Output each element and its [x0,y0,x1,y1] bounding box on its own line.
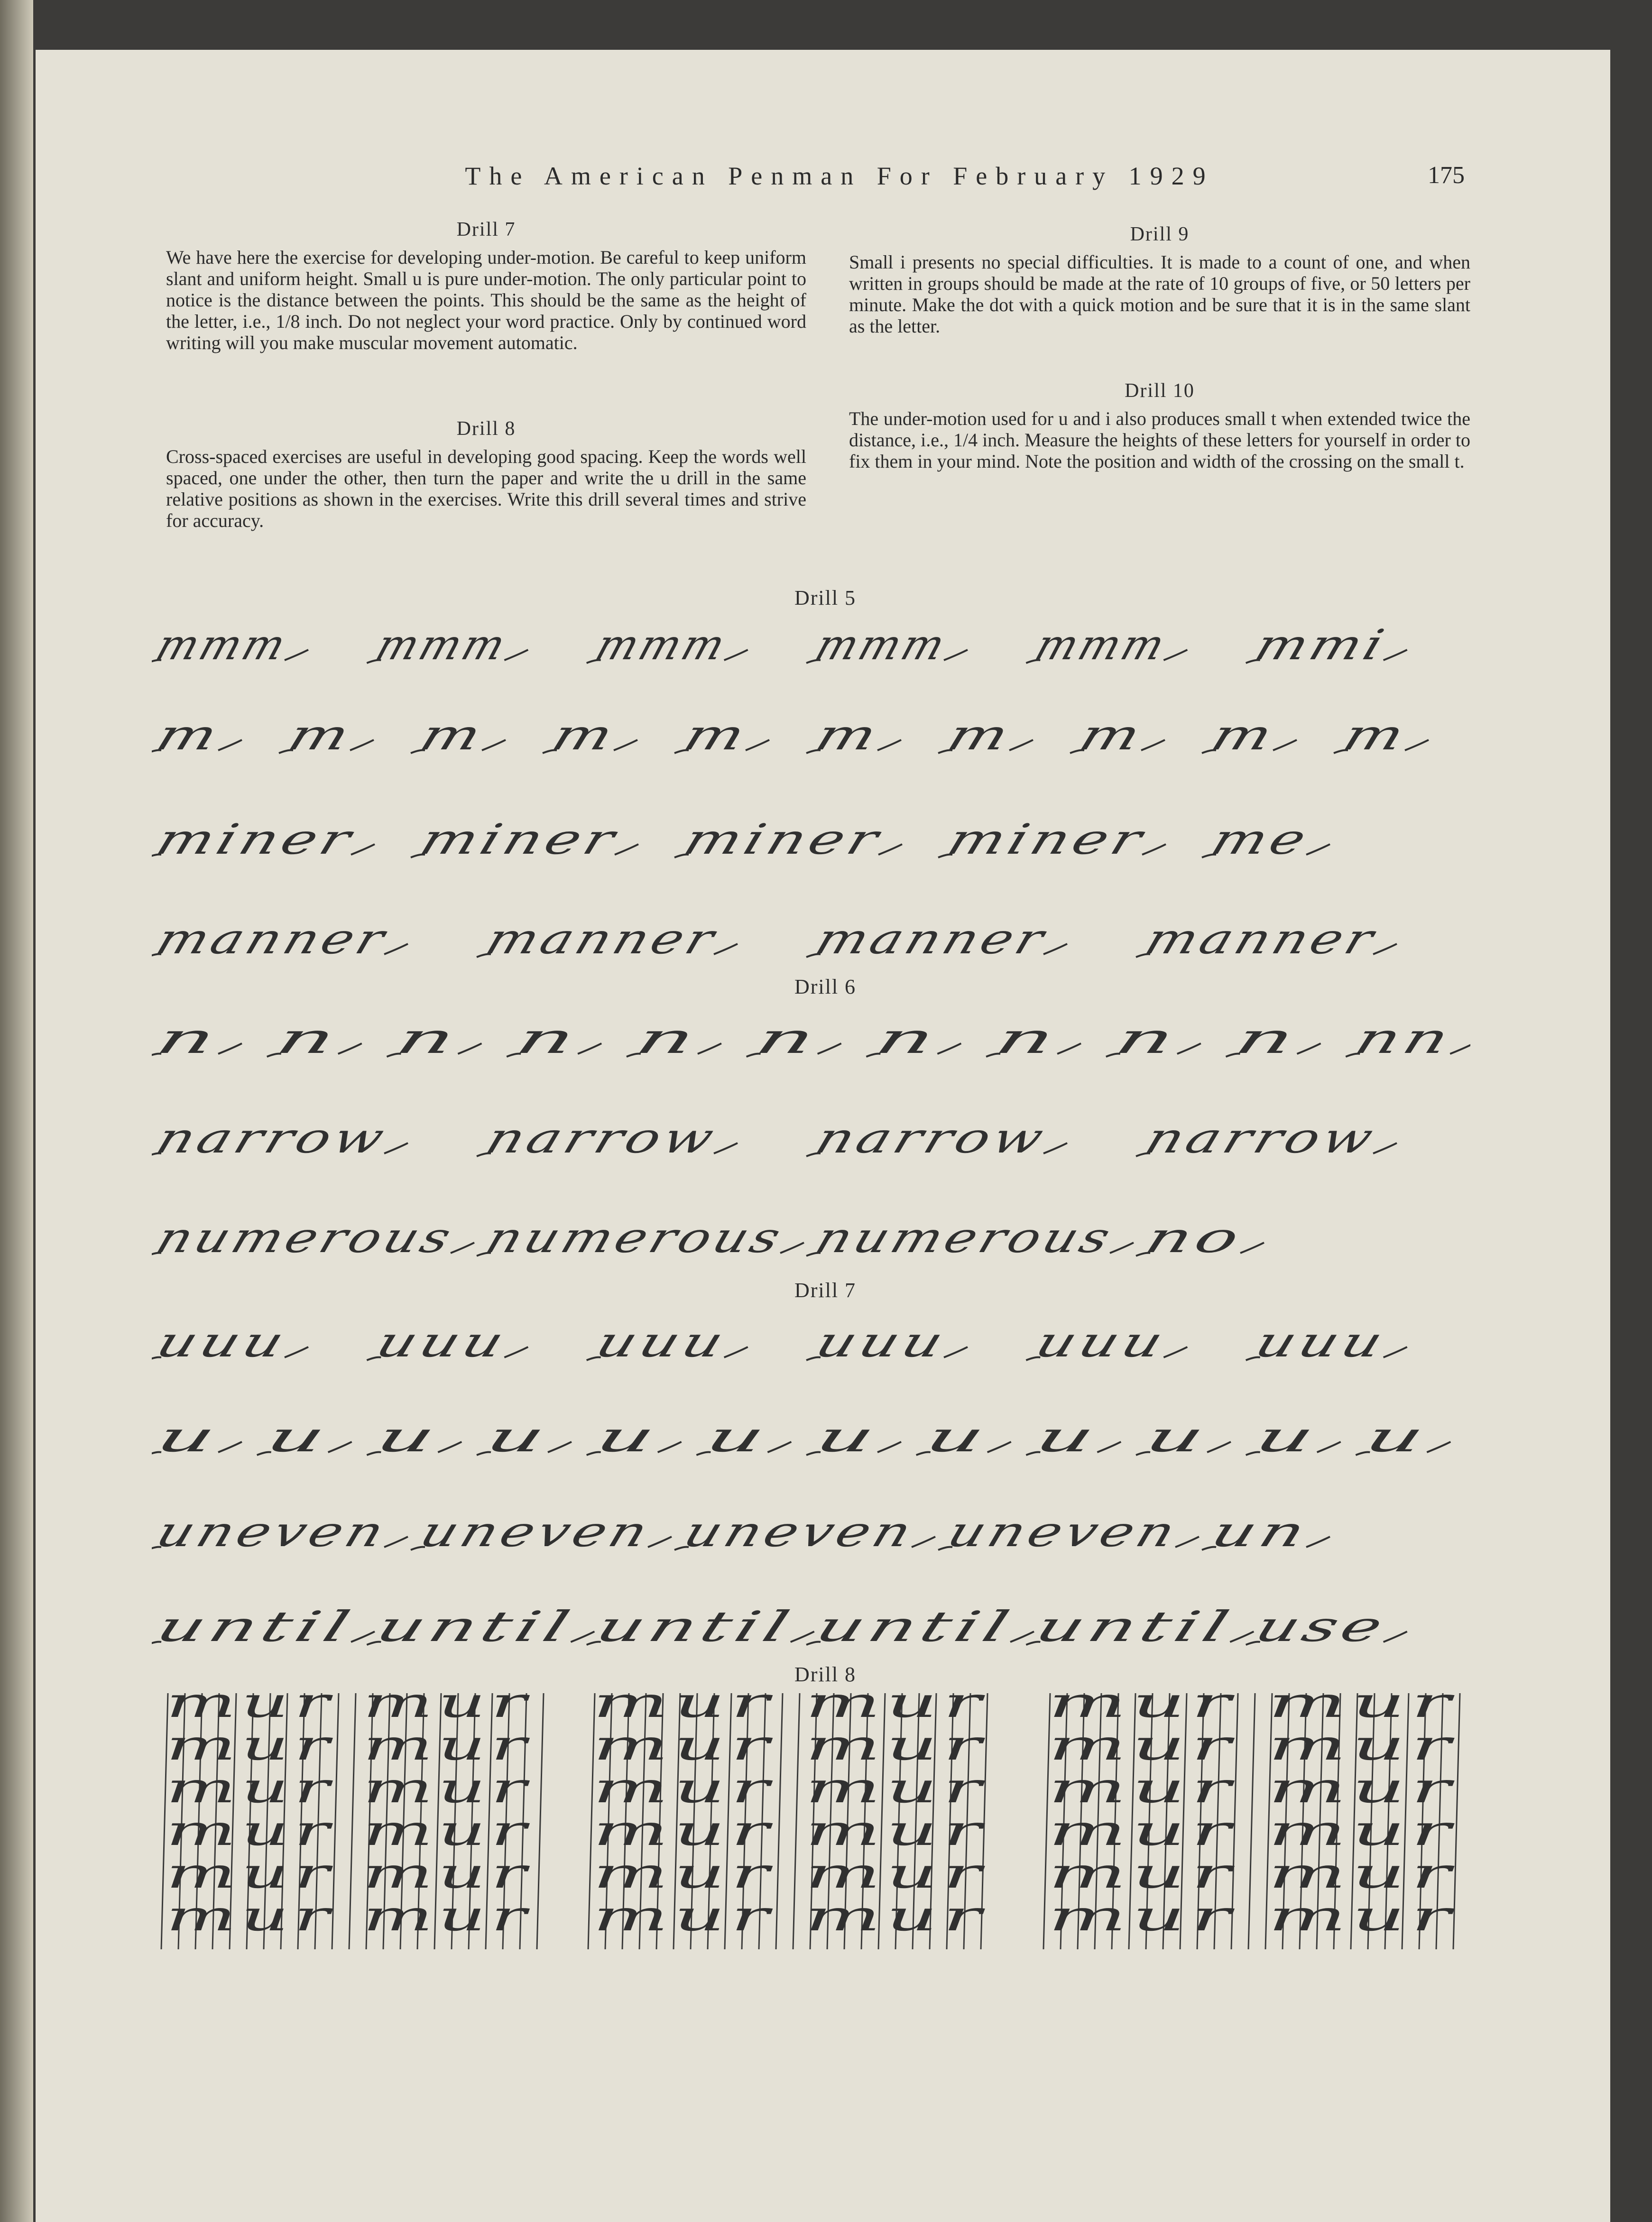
drill10-paragraph: The under-motion used for u and i also produces small t when extended twice the distance, i.e., 1/4 inch. Measure the heights of these letters for yourself in order to fix them in your mind. Note the position and width of the crossing on the small t. [849,408,1470,472]
script-word: n [1109,1014,1155,1063]
drill8-word-row: mur mur [1048,1763,1456,1812]
spine-shadow [0,0,33,2222]
script-word: until [370,1603,498,1651]
script-word: n [989,1014,1035,1063]
drill7-heading: Drill 7 [456,219,516,240]
script-word: miner [414,815,569,864]
script-word: nn [1349,1014,1425,1063]
script-word: numerous [810,1214,1060,1263]
script-word: uuu [1029,1318,1135,1367]
script-word: n [510,1014,556,1063]
drill8-word-row: mur mur [1048,1806,1456,1855]
drill8-title: Drill 8 [794,1663,857,1686]
drill6-title: Drill 6 [794,975,857,998]
drill6-row-2 [152,1100,1470,1171]
drill8-word-row: mur mur [593,1763,987,1812]
script-word: no [1139,1214,1213,1263]
script-word: un [1205,1508,1281,1557]
script-word: u [919,1413,965,1462]
drill8-word-row: mur mur [1048,1721,1456,1770]
drill8-word-row: mur mur [593,1891,987,1940]
script-word: m [414,711,472,760]
script-word: miner [152,815,305,864]
script-word: u [590,1413,636,1462]
script-word: mmm [370,621,514,670]
script-word: n [152,1014,196,1063]
script-word: n [390,1014,436,1063]
u-drill-stroke [537,1693,544,1949]
script-word: miner [941,815,1096,864]
script-word: m [678,711,736,760]
script-word: narrow [480,1114,666,1163]
script-word: use [1249,1603,1347,1651]
script-word: narrow [1139,1114,1325,1163]
script-word: m [282,711,341,760]
drill8-word-row: mur mur [166,1806,531,1855]
script-word: narrow [810,1114,996,1163]
script-word: manner [480,915,676,964]
script-word: mmm [590,621,733,670]
script-word: u [152,1413,196,1462]
script-word: u [260,1413,306,1462]
page-header: The American Penman For February 1929 [465,162,1214,190]
script-word: n [270,1014,316,1063]
script-word: u [480,1413,526,1462]
drill7-row-4 [152,1589,1470,1660]
script-word: uneven [152,1508,337,1557]
page-number: 175 [1428,162,1465,189]
drill5-row-2 [152,697,1470,768]
drill8-word-row: mur mur [593,1721,987,1770]
drill8-block-1 [152,1688,545,1954]
script-word: mmm [152,621,294,670]
script-word: me [1205,815,1292,864]
script-word: until [1029,1603,1157,1651]
script-word: m [1337,711,1395,760]
drill8-word-row: mur mur [166,1763,531,1812]
drill10-heading: Drill 10 [1125,380,1195,402]
script-word: u [1249,1413,1295,1462]
drill7-row-2 [152,1399,1470,1470]
drill7-title: Drill 7 [794,1279,857,1302]
script-word: uuu [590,1318,695,1367]
script-word: m [810,711,868,760]
drill8-word-row: mur mur [1048,1688,1456,1727]
drill8-word-row: mur mur [1048,1891,1456,1940]
script-word: numerous [480,1214,730,1263]
drill7-row-1 [152,1304,1470,1375]
script-word: n [749,1014,795,1063]
script-word: u [810,1413,856,1462]
drill8-word-row: mur mur [593,1806,987,1855]
script-word: manner [152,915,346,964]
drill5-title: Drill 5 [794,586,857,609]
script-word: until [152,1603,278,1651]
script-word: manner [1139,915,1335,964]
drill9-heading: Drill 9 [1130,223,1190,245]
drill5-row-1 [152,607,1470,678]
script-word: uuu [810,1318,915,1367]
drill8-word-row: mur mur [166,1688,531,1727]
script-word: until [810,1603,937,1651]
drill7-row-3 [152,1494,1470,1565]
script-word: miner [678,815,832,864]
script-word: n [1229,1014,1275,1063]
script-word: u [700,1413,746,1462]
script-word: uuu [370,1318,475,1367]
drill8-word-row: mur mur [166,1891,531,1940]
script-word: m [546,711,604,760]
script-word: mmm [1029,621,1173,670]
script-word: narrow [152,1114,336,1163]
drill8-paragraph: Cross-spaced exercises are useful in developing good spacing. Keep the words well spaced, one under the other, then turn the paper and write the u drill in the same relative positions as shown in the exercises. Write this drill several times and strive for accuracy. [166,446,806,531]
drill9-paragraph: Small i presents no special difficulties. It is made to a count of one, and when written in groups should be made at the rate of 10 groups of five, or 50 letters per minute. Make the dot with a quick motion and be sure that it is in the same slant as the letter. [849,251,1470,337]
script-word: uneven [414,1508,601,1557]
script-word: u [1029,1413,1075,1462]
drill6-row-1 [152,1001,1470,1072]
script-word: numerous [152,1214,401,1263]
script-word: m [152,711,209,760]
drill8-word-row: mur mur [593,1688,987,1727]
drill8-word-row: mur mur [166,1849,531,1898]
drill8-block-2 [579,1688,1001,1954]
script-word: m [1205,711,1264,760]
script-word: m [941,711,1000,760]
drill8-block-3 [1034,1688,1470,1954]
script-word: u [1359,1413,1405,1462]
drill5-row-3 [152,802,1470,873]
drill6-row-3 [152,1200,1470,1271]
script-word: uuu [152,1318,256,1367]
script-word: until [590,1603,718,1651]
drill8-heading: Drill 8 [456,418,516,440]
script-word: uneven [941,1508,1128,1557]
drill8-word-row: mur mur [1048,1849,1456,1898]
script-word: mmm [810,621,953,670]
script-word: m [1073,711,1132,760]
drill8-word-row: mur mur [166,1721,531,1770]
script-word: manner [810,915,1006,964]
script-word: uneven [678,1508,865,1557]
drill7-paragraph: We have here the exercise for developing under-motion. Be careful to keep uniform slant and uniform height. Small u is pure under-motion. The only particular point to notice is the distance between the points. This should be the same as the height of the letter, i.e., 1/8 inch. Do not neglect your word practice. Only by continued word writing will you make muscular movement automatic. [166,247,806,353]
script-word: n [869,1014,915,1063]
script-word: n [630,1014,676,1063]
script-word: u [370,1413,416,1462]
script-word: uuu [1249,1318,1355,1367]
script-word: mmi [1249,621,1366,670]
drill5-row-4 [152,901,1470,972]
script-word: u [1139,1413,1185,1462]
drill8-word-row: mur mur [593,1849,987,1898]
